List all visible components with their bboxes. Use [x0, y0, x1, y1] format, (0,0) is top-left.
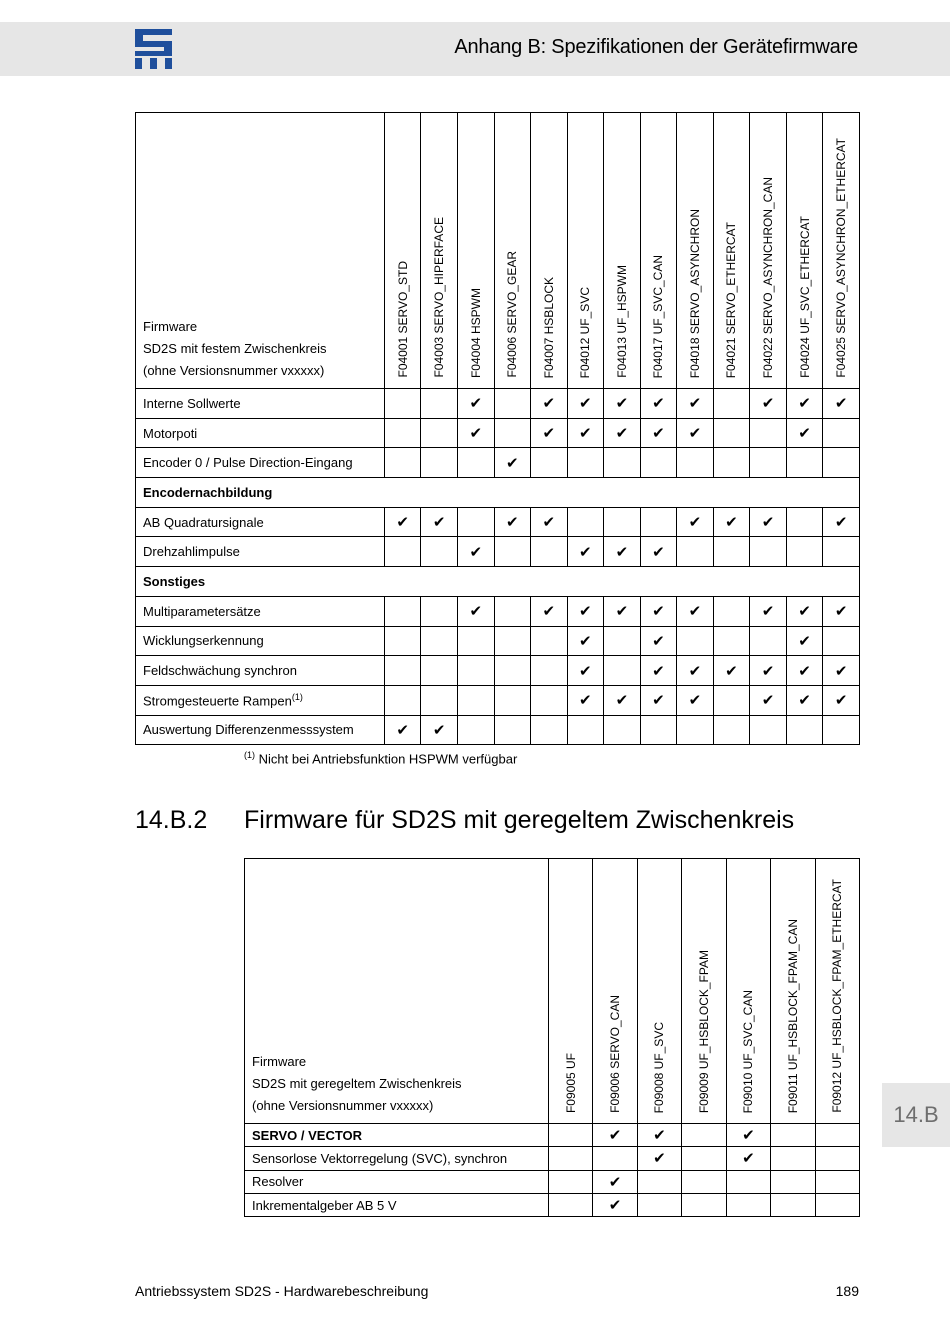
column-header: [457, 113, 494, 389]
check-cell: ✔: [593, 1170, 637, 1193]
empty-cell: [531, 626, 568, 656]
empty-cell: [548, 1124, 592, 1147]
column-header: [637, 859, 681, 1124]
check-cell: ✔: [786, 685, 823, 715]
empty-cell: [682, 1124, 726, 1147]
check-cell: ✔: [604, 537, 641, 567]
empty-cell: [677, 448, 714, 478]
empty-cell: [494, 656, 531, 686]
row-label: [136, 418, 385, 448]
check-cell: ✔: [640, 596, 677, 626]
empty-cell: [457, 507, 494, 537]
column-header-label: F04024 UF_SVC_ETHERCAT: [797, 216, 812, 378]
check-cell: ✔: [823, 507, 860, 537]
empty-cell: [750, 418, 787, 448]
empty-cell: [421, 626, 458, 656]
empty-cell: [384, 685, 421, 715]
row-label: [136, 507, 385, 537]
empty-cell: [682, 1147, 726, 1170]
row-label-text: Stromgesteuerte Rampen: [143, 693, 292, 709]
empty-cell: [531, 656, 568, 686]
logo-bar-lower: [135, 51, 172, 56]
empty-cell: [421, 656, 458, 686]
row-label: [245, 1170, 549, 1193]
check-cell: ✔: [677, 656, 714, 686]
empty-cell: [494, 418, 531, 448]
table-row: [245, 1193, 860, 1216]
empty-cell: [786, 507, 823, 537]
header-line: Firmware: [143, 319, 198, 334]
check-cell: ✔: [531, 389, 568, 419]
column-header-label: F04021 SERVO_ETHERCAT: [724, 221, 739, 378]
empty-cell: [421, 418, 458, 448]
empty-cell: [750, 448, 787, 478]
column-header: [677, 113, 714, 389]
empty-cell: [637, 1193, 681, 1216]
check-cell: ✔: [384, 507, 421, 537]
table-row: [136, 389, 860, 419]
column-header: [713, 113, 750, 389]
empty-cell: [823, 626, 860, 656]
logo-leg-1: [135, 58, 142, 69]
table-section-row: [136, 567, 860, 597]
row-label-text: Resolver: [252, 1174, 304, 1190]
column-header-label: F04006 SERVO_GEAR: [505, 251, 520, 378]
empty-cell: [815, 1193, 859, 1216]
empty-cell: [677, 626, 714, 656]
check-cell: ✔: [677, 418, 714, 448]
check-cell: ✔: [637, 1147, 681, 1170]
column-header: [682, 859, 726, 1124]
empty-cell: [823, 418, 860, 448]
empty-cell: [384, 448, 421, 478]
check-cell: ✔: [750, 389, 787, 419]
logo-bar-left: [135, 29, 143, 43]
empty-cell: [548, 1147, 592, 1170]
empty-cell: [457, 685, 494, 715]
empty-cell: [384, 596, 421, 626]
column-header: [567, 113, 604, 389]
empty-cell: [713, 685, 750, 715]
row-label-text: Sonstiges: [143, 573, 206, 589]
check-cell: ✔: [786, 656, 823, 686]
empty-cell: [823, 715, 860, 745]
check-cell: ✔: [567, 418, 604, 448]
logo-leg-3: [165, 58, 172, 69]
check-cell: ✔: [604, 418, 641, 448]
empty-cell: [421, 596, 458, 626]
table-row: [136, 418, 860, 448]
empty-cell: [494, 596, 531, 626]
empty-cell: [750, 626, 787, 656]
check-cell: ✔: [494, 507, 531, 537]
header-line: Firmware: [252, 1054, 307, 1069]
empty-cell: [457, 656, 494, 686]
empty-cell: [637, 1170, 681, 1193]
logo-leg-2: [150, 58, 157, 69]
table-row: [136, 626, 860, 656]
empty-cell: [750, 715, 787, 745]
check-cell: ✔: [593, 1124, 637, 1147]
empty-cell: [494, 715, 531, 745]
table-row: [245, 1124, 860, 1147]
empty-cell: [713, 715, 750, 745]
column-header-label: F04007 HSBLOCK: [541, 276, 556, 378]
check-cell: ✔: [713, 656, 750, 686]
column-header-label: F04003 SERVO_HIPERFACE: [432, 217, 447, 378]
check-cell: ✔: [604, 596, 641, 626]
empty-cell: [494, 626, 531, 656]
empty-cell: [604, 507, 641, 537]
footnote: [244, 750, 517, 766]
table-row: [245, 1170, 860, 1193]
row-label-text: Interne Sollwerte: [143, 395, 241, 411]
table-row: [136, 537, 860, 567]
column-header: [494, 113, 531, 389]
empty-cell: [494, 685, 531, 715]
check-cell: ✔: [567, 685, 604, 715]
empty-cell: [548, 1170, 592, 1193]
check-cell: ✔: [726, 1147, 770, 1170]
check-cell: ✔: [750, 685, 787, 715]
header-line: (ohne Versionsnummer vxxxxx): [252, 1098, 434, 1113]
row-label: [136, 389, 385, 419]
empty-cell: [771, 1170, 815, 1193]
row-label: [245, 1193, 549, 1216]
row-label-text: AB Quadratursignale: [143, 514, 264, 530]
header-line: (ohne Versionsnummer vxxxxx): [143, 363, 325, 378]
row-label-text: Multiparametersätze: [143, 603, 261, 619]
table-row: [136, 685, 860, 715]
check-cell: ✔: [640, 418, 677, 448]
empty-cell: [682, 1193, 726, 1216]
empty-cell: [531, 537, 568, 567]
empty-cell: [421, 448, 458, 478]
table-row: [136, 715, 860, 745]
empty-cell: [531, 448, 568, 478]
row-label: [245, 1147, 549, 1170]
row-label: [136, 685, 385, 715]
section-number: 14.B.2: [135, 806, 208, 834]
row-label-text: Inkrementalgeber AB 5 V: [252, 1197, 397, 1213]
empty-cell: [713, 389, 750, 419]
empty-cell: [593, 1147, 637, 1170]
empty-cell: [531, 715, 568, 745]
column-header-label: F04017 UF_SVC_CAN: [651, 254, 666, 378]
empty-cell: [726, 1170, 770, 1193]
column-header: [548, 859, 592, 1124]
row-label: [136, 656, 385, 686]
column-header: [823, 113, 860, 389]
check-cell: ✔: [823, 596, 860, 626]
check-cell: ✔: [640, 389, 677, 419]
check-cell: ✔: [531, 596, 568, 626]
check-cell: ✔: [567, 537, 604, 567]
column-header: [604, 113, 641, 389]
check-cell: ✔: [677, 685, 714, 715]
page-number: 189: [835, 1283, 859, 1299]
check-cell: ✔: [677, 507, 714, 537]
check-cell: ✔: [457, 596, 494, 626]
row-label: [136, 626, 385, 656]
empty-cell: [531, 685, 568, 715]
empty-cell: [771, 1124, 815, 1147]
column-header: [421, 113, 458, 389]
empty-cell: [713, 448, 750, 478]
row-label: [136, 448, 385, 478]
check-cell: ✔: [677, 596, 714, 626]
empty-cell: [384, 656, 421, 686]
check-cell: ✔: [823, 389, 860, 419]
empty-cell: [823, 537, 860, 567]
column-header-label: F09006 SERVO_CAN: [608, 995, 622, 1113]
row-label-text: Encoder 0 / Pulse Direction-Eingang: [143, 455, 353, 471]
check-cell: ✔: [593, 1193, 637, 1216]
empty-cell: [677, 537, 714, 567]
check-cell: ✔: [567, 596, 604, 626]
footer-document-title: Antriebssystem SD2S - Hardwarebeschreibung: [135, 1283, 429, 1299]
chapter-tab: 14.B: [882, 1083, 950, 1147]
table-row: [245, 1147, 860, 1170]
empty-cell: [815, 1124, 859, 1147]
check-cell: ✔: [494, 448, 531, 478]
row-label: [136, 715, 385, 745]
column-header-label: F04025 SERVO_ASYNCHRON_ETHERCAT: [834, 138, 849, 378]
footnote-text: Nicht bei Antriebsfunktion HSPWM verfügbar: [255, 751, 518, 767]
table-row: [136, 596, 860, 626]
empty-cell: [713, 418, 750, 448]
table-header-row: [136, 113, 860, 389]
empty-cell: [384, 626, 421, 656]
check-cell: ✔: [457, 418, 494, 448]
column-header: [531, 113, 568, 389]
check-cell: ✔: [726, 1124, 770, 1147]
empty-cell: [604, 448, 641, 478]
column-header-label: F09008 UF_SVC: [652, 1021, 667, 1113]
header-line: SD2S mit geregeltem Zwischenkreis: [252, 1076, 462, 1091]
empty-cell: [494, 537, 531, 567]
check-cell: ✔: [823, 656, 860, 686]
column-header-label: F04012 UF_SVC: [578, 286, 593, 378]
empty-cell: [567, 448, 604, 478]
empty-cell: [421, 389, 458, 419]
check-cell: ✔: [567, 389, 604, 419]
empty-cell: [384, 537, 421, 567]
row-label: [136, 478, 860, 508]
empty-cell: [567, 715, 604, 745]
column-header-label: F09011 UF_HSBLOCK_FPAM_CAN: [785, 918, 800, 1113]
check-cell: ✔: [567, 656, 604, 686]
empty-cell: [786, 537, 823, 567]
check-cell: ✔: [786, 626, 823, 656]
empty-cell: [457, 448, 494, 478]
check-cell: ✔: [421, 507, 458, 537]
empty-cell: [640, 507, 677, 537]
table-row: [136, 448, 860, 478]
row-label-text: Auswertung Differenzenmesssystem: [143, 722, 354, 738]
empty-cell: [421, 685, 458, 715]
check-cell: ✔: [637, 1124, 681, 1147]
empty-cell: [548, 1193, 592, 1216]
empty-cell: [640, 715, 677, 745]
table-section-row: [136, 478, 860, 508]
check-cell: ✔: [677, 389, 714, 419]
footnote-ref: (1): [291, 692, 303, 703]
check-cell: ✔: [640, 626, 677, 656]
empty-cell: [677, 715, 714, 745]
firmware-table-fixed: [135, 112, 860, 745]
column-header: [815, 859, 859, 1124]
check-cell: ✔: [786, 389, 823, 419]
empty-cell: [750, 537, 787, 567]
row-label-text: Motorpoti: [143, 425, 198, 441]
firmware-table-regulated: [244, 858, 860, 1217]
empty-cell: [640, 448, 677, 478]
empty-cell: [815, 1170, 859, 1193]
empty-cell: [682, 1170, 726, 1193]
check-cell: ✔: [750, 656, 787, 686]
column-header-label: F04013 UF_HSPWM: [614, 265, 629, 378]
check-cell: ✔: [640, 537, 677, 567]
empty-cell: [726, 1193, 770, 1216]
column-header: [750, 113, 787, 389]
check-cell: ✔: [823, 685, 860, 715]
check-cell: ✔: [531, 507, 568, 537]
column-header-label: F04018 SERVO_ASYNCHRON: [687, 208, 702, 378]
row-label-text: SERVO / VECTOR: [252, 1127, 363, 1143]
empty-cell: [604, 626, 641, 656]
page-header-title: Anhang B: Spezifikationen der Gerätefirmware: [454, 36, 858, 58]
column-header-label: F04004 HSPWM: [468, 287, 483, 378]
column-header: [384, 113, 421, 389]
check-cell: ✔: [604, 389, 641, 419]
empty-cell: [713, 626, 750, 656]
empty-cell: [786, 715, 823, 745]
row-label: [136, 537, 385, 567]
table-header-label: [245, 859, 549, 1124]
row-label-text: Encodernachbildung: [143, 484, 273, 500]
empty-cell: [384, 389, 421, 419]
check-cell: ✔: [786, 418, 823, 448]
column-header-label: F09012 UF_HSBLOCK_FPAM_ETHERCAT: [830, 879, 845, 1113]
section-title: Firmware für SD2S mit geregeltem Zwischenkreis: [244, 806, 795, 834]
empty-cell: [567, 507, 604, 537]
empty-cell: [823, 448, 860, 478]
empty-cell: [384, 418, 421, 448]
empty-cell: [713, 596, 750, 626]
empty-cell: [457, 626, 494, 656]
row-label-text: Sensorlose Vektorregelung (SVC), synchron: [252, 1150, 508, 1166]
column-header-label: F09005 UF: [563, 1052, 578, 1113]
check-cell: ✔: [531, 418, 568, 448]
empty-cell: [786, 448, 823, 478]
check-cell: ✔: [750, 507, 787, 537]
table-row: [136, 507, 860, 537]
check-cell: ✔: [457, 537, 494, 567]
company-logo: [135, 29, 172, 69]
empty-cell: [421, 537, 458, 567]
check-cell: ✔: [640, 685, 677, 715]
check-cell: ✔: [567, 626, 604, 656]
table-row: [136, 656, 860, 686]
row-label: [136, 567, 860, 597]
column-header-label: F09009 UF_HSBLOCK_FPAM: [696, 949, 711, 1113]
row-label-text: Wicklungserkennung: [143, 633, 264, 649]
row-label: [136, 596, 385, 626]
check-cell: ✔: [421, 715, 458, 745]
empty-cell: [457, 715, 494, 745]
table-header-label: [136, 113, 385, 389]
check-cell: ✔: [384, 715, 421, 745]
column-header: [640, 113, 677, 389]
check-cell: ✔: [640, 656, 677, 686]
empty-cell: [713, 537, 750, 567]
column-header: [726, 859, 770, 1124]
table-header-row: [245, 859, 860, 1124]
header-line: SD2S mit festem Zwischenkreis: [143, 341, 327, 356]
check-cell: ✔: [750, 596, 787, 626]
check-cell: ✔: [457, 389, 494, 419]
row-label: [245, 1124, 549, 1147]
empty-cell: [771, 1193, 815, 1216]
row-label-text: Feldschwächung synchron: [143, 663, 297, 679]
column-header-label: F04001 SERVO_STD: [395, 261, 410, 378]
footnote-marker: (1): [244, 750, 255, 760]
empty-cell: [494, 389, 531, 419]
column-header: [771, 859, 815, 1124]
empty-cell: [604, 715, 641, 745]
column-header: [786, 113, 823, 389]
row-label-text: Drehzahlimpulse: [143, 544, 240, 560]
check-cell: ✔: [604, 685, 641, 715]
check-cell: ✔: [786, 596, 823, 626]
check-cell: ✔: [713, 507, 750, 537]
column-header-label: F04022 SERVO_ASYNCHRON_CAN: [761, 176, 775, 378]
empty-cell: [815, 1147, 859, 1170]
column-header: [593, 859, 637, 1124]
empty-cell: [771, 1147, 815, 1170]
column-header-label: F09010 UF_SVC_CAN: [741, 989, 756, 1113]
empty-cell: [604, 656, 641, 686]
